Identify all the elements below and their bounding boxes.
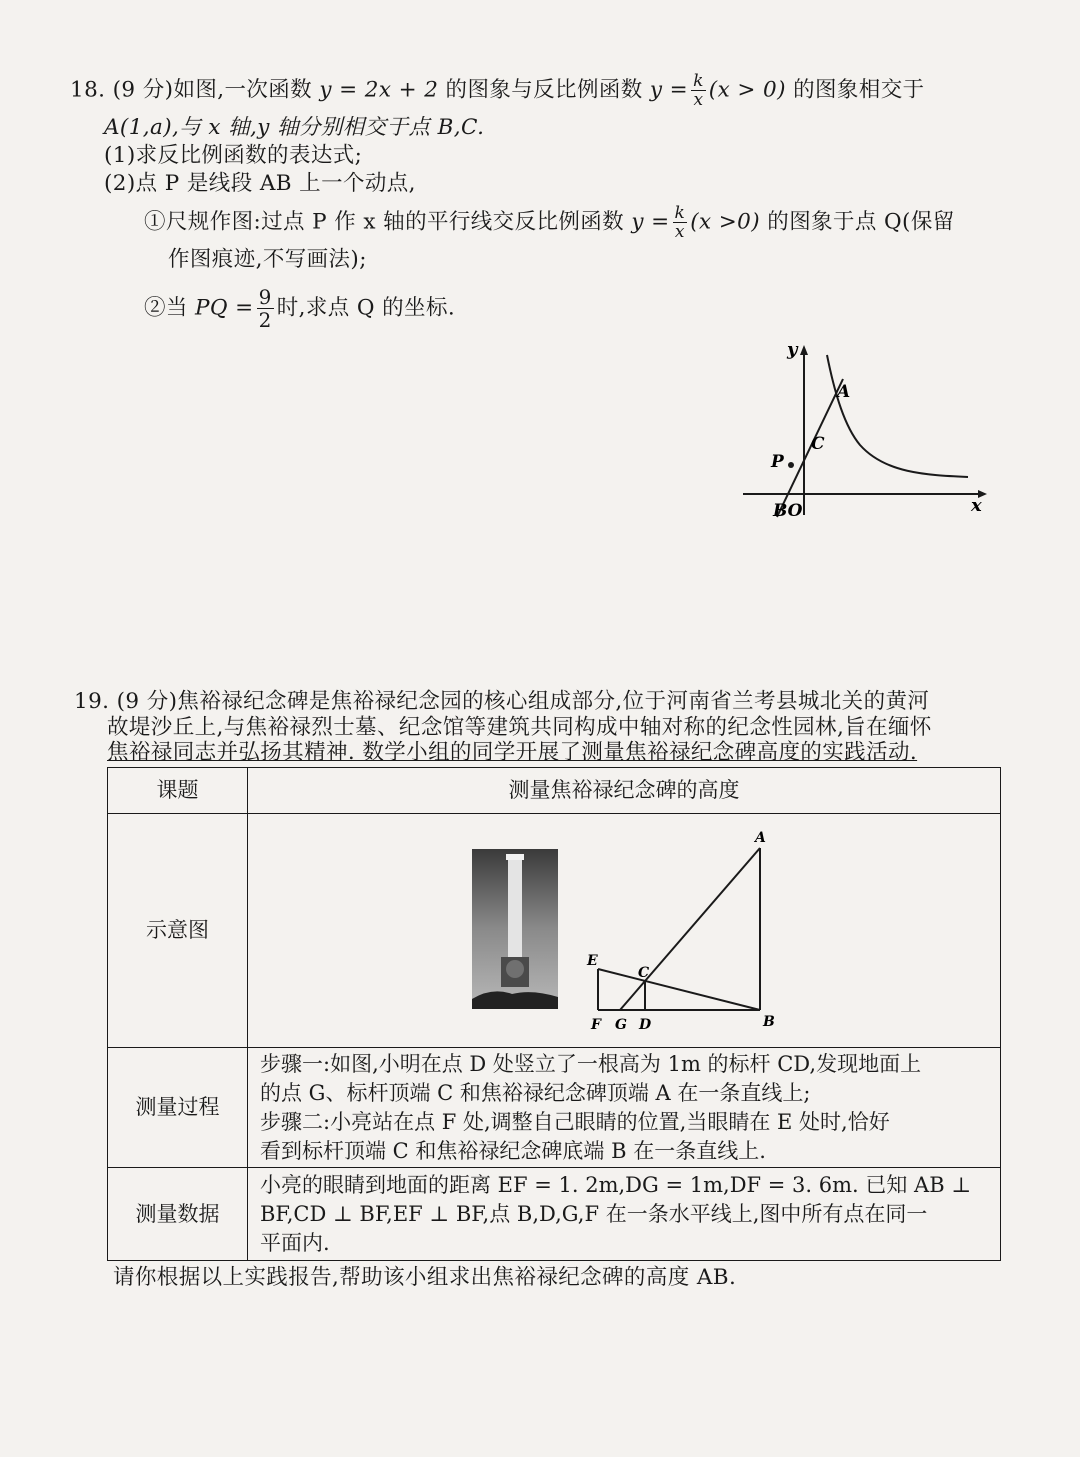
label-e: E [587, 953, 598, 969]
q18-linear-fn: y = 2x + 2 [319, 77, 439, 103]
point-bo-label: BO [773, 501, 803, 521]
q18-sub2 [144, 286, 455, 331]
process-line: 步骤一:如图,小明在点 D 处竖立了一根高为 1m 的标杆 CD,发现地面上 [260, 1051, 922, 1076]
data-line: BF,CD ⊥ BF,EF ⊥ BF,点 B,D,G,F 在一条水平线上,图中所有点在同一 [260, 1201, 928, 1226]
q18-sub1-y: y = [631, 209, 670, 235]
q18-number: 18. [70, 77, 106, 103]
topic-label: 课题 [108, 768, 248, 814]
data-label: 测量数据 [108, 1168, 248, 1261]
q18-sub2-pq: PQ = [195, 295, 254, 321]
process-label: 测量过程 [108, 1048, 248, 1168]
topic-value: 测量焦裕禄纪念碑的高度 [248, 768, 1001, 814]
point-c-label: C [811, 434, 825, 454]
process-line: 看到标杆顶端 C 和焦裕禄纪念碑底端 B 在一条直线上. [260, 1138, 766, 1163]
table-row-process [108, 1048, 1001, 1168]
linear-function-line [777, 379, 843, 517]
q19-closing: 请你根据以上实践报告,帮助该小组求出焦裕禄纪念碑的高度 AB. [113, 1265, 737, 1290]
q18-sub2-den: 2 [258, 308, 272, 332]
q18-sub2-num: 9 [258, 285, 272, 309]
label-d: D [639, 1017, 652, 1033]
q18-function-graph [735, 335, 995, 525]
q18-sub2-b: 时,求点 Q 的坐标. [276, 295, 456, 321]
q19-number: 19. [74, 689, 110, 714]
q18-line1 [70, 72, 925, 109]
table-row-diagram [108, 814, 1001, 1048]
table-row-topic [108, 768, 1001, 814]
data-line: 平面内. [260, 1230, 330, 1255]
q18-cond: (x > 0) [708, 77, 786, 103]
q18-line2: A(1,a),与 x 轴,y 轴分别相交于点 B,C. [104, 115, 485, 140]
q18-fraction [691, 72, 706, 109]
label-g: G [615, 1017, 627, 1033]
q18-score: (9 分) [112, 77, 174, 103]
sightline-ga [620, 848, 760, 1010]
y-axis-label: y [787, 339, 798, 360]
q19-line2: 故堤沙丘上,与焦裕禄烈士墓、纪念馆等建筑共同构成中轴对称的纪念性园林,旨在缅怀 [107, 715, 932, 740]
q18-sub2-a: ②当 [144, 295, 188, 321]
q18-intro-a: 如图,一次函数 [173, 77, 313, 103]
label-f: F [591, 1017, 601, 1033]
monument-photo [472, 849, 558, 1009]
label-a: A [755, 830, 766, 846]
q18-intro-b: 的图象与反比例函数 [445, 77, 643, 103]
q18-sub2-fraction [257, 286, 274, 331]
x-axis-label: x [971, 495, 982, 516]
q18-sub1-cond: (x >0) [690, 209, 761, 235]
table-row-data [108, 1168, 1001, 1261]
point-p-label: P [771, 452, 784, 472]
q18-sub1 [144, 204, 955, 241]
q18-sub1-a: ①尺规作图:过点 P 作 x 轴的平行线交反比例函数 [144, 209, 625, 235]
q19-text-1: (9 分)焦裕禄纪念碑是焦裕禄纪念园的核心组成部分,位于河南省兰考县城北关的黄河 [116, 689, 930, 714]
q18-sub1-b: 的图象于点 Q(保留 [767, 209, 955, 235]
diagram-cell [248, 814, 1001, 1048]
q19-line1 [74, 688, 929, 716]
practice-report-table [107, 767, 1001, 1261]
measurement-diagram [582, 826, 792, 1036]
q18-intro-c: 的图象相交于 [793, 77, 925, 103]
q18-y-eq: y = [649, 77, 689, 103]
data-line: 小亮的眼睛到地面的距离 EF = 1. 2m,DG = 1m,DF = 3. 6m. 已知 AB ⊥ [260, 1172, 972, 1197]
process-content [248, 1048, 1001, 1168]
q19-line3: 焦裕禄同志并弘扬其精神. 数学小组的同学开展了测量焦裕禄纪念碑高度的实践活动. [107, 740, 918, 765]
q18-sub1-frac-den: x [674, 222, 685, 242]
q18-sub1-frac-num: k [674, 203, 686, 223]
point-a-label: A [837, 382, 851, 402]
q18-frac-den: x [693, 90, 704, 110]
label-c: C [638, 965, 650, 981]
y-axis-arrow [800, 345, 808, 355]
q18-part1: (1)求反比例函数的表达式; [104, 143, 363, 168]
data-content [248, 1168, 1001, 1261]
hyperbola-curve [827, 355, 968, 477]
sightline-eb [598, 969, 760, 1010]
process-line: 的点 G、标杆顶端 C 和焦裕禄纪念碑顶端 A 在一条直线上; [260, 1080, 811, 1105]
process-line: 步骤二:小亮站在点 F 处,调整自己眼睛的位置,当眼睛在 E 处时,恰好 [260, 1109, 890, 1134]
q18-sub1-line2: 作图痕迹,不写画法); [168, 247, 367, 272]
q18-sub1-fraction [673, 204, 688, 241]
diagram-label: 示意图 [108, 814, 248, 1048]
q18-part2: (2)点 P 是线段 AB 上一个动点, [104, 171, 416, 196]
point-p [788, 462, 794, 468]
q18-frac-num: k [693, 71, 704, 91]
label-b: B [763, 1014, 775, 1030]
